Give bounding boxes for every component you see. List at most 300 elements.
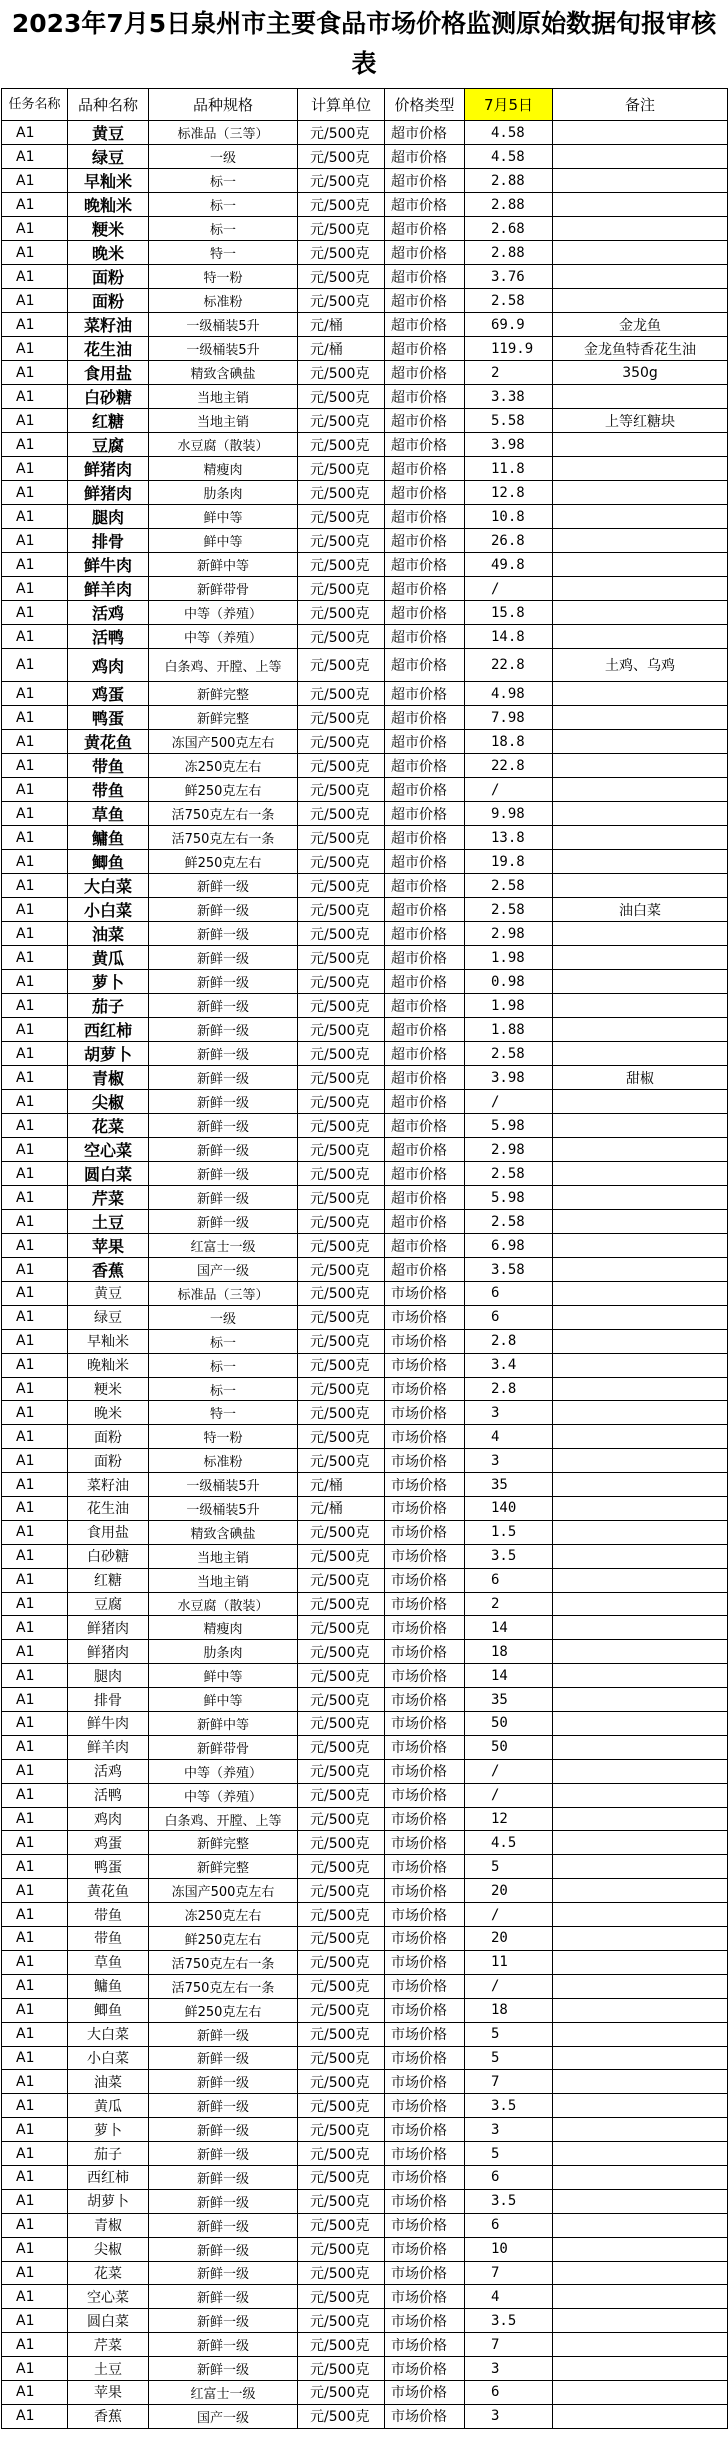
price-cell: 4.5: [465, 1831, 553, 1855]
table-row: [2, 241, 728, 265]
task-cell: A1: [2, 241, 68, 265]
spec-cell: 新鲜一级: [149, 970, 298, 994]
price-cell: 50: [465, 1712, 553, 1736]
spec-cell: 活750克左右一条: [149, 1950, 298, 1974]
spec-cell: 一级: [149, 1305, 298, 1329]
table-row: [2, 2022, 728, 2046]
table-row: [2, 601, 728, 625]
item-name-cell: 大白菜: [68, 874, 149, 898]
price-cell: 9.98: [465, 802, 553, 826]
unit-cell: 元/500克: [298, 121, 385, 145]
unit-cell: 元/500克: [298, 1688, 385, 1712]
price-cell: 3.76: [465, 265, 553, 289]
note-cell: [553, 1425, 728, 1449]
note-cell: [553, 1186, 728, 1210]
item-name-cell: 豆腐: [68, 433, 149, 457]
price-cell: 3: [465, 1449, 553, 1473]
price-type-cell: 市场价格: [385, 2118, 465, 2142]
price-type-cell: 超市价格: [385, 898, 465, 922]
task-cell: A1: [2, 121, 68, 145]
item-name-cell: 草鱼: [68, 1950, 149, 1974]
task-cell: A1: [2, 898, 68, 922]
unit-cell: 元/500克: [298, 898, 385, 922]
table-row: [2, 2213, 728, 2237]
task-cell: A1: [2, 826, 68, 850]
spec-cell: 当地主销: [149, 1568, 298, 1592]
task-cell: A1: [2, 1974, 68, 1998]
table-row: [2, 529, 728, 553]
table-row: [2, 265, 728, 289]
item-name-cell: 红糖: [68, 409, 149, 433]
item-name-cell: 鲜猪肉: [68, 1640, 149, 1664]
price-cell: 35: [465, 1473, 553, 1497]
unit-cell: 元/500克: [298, 1616, 385, 1640]
unit-cell: 元/500克: [298, 2142, 385, 2166]
task-cell: A1: [2, 1688, 68, 1712]
note-cell: [553, 1042, 728, 1066]
price-cell: 20: [465, 1879, 553, 1903]
task-cell: A1: [2, 754, 68, 778]
price-type-cell: 市场价格: [385, 2022, 465, 2046]
spec-cell: 标一: [149, 217, 298, 241]
table-row: [2, 1042, 728, 1066]
task-cell: A1: [2, 1018, 68, 1042]
table-row: [2, 826, 728, 850]
note-cell: [553, 2046, 728, 2070]
header-date: 7月5日: [465, 89, 553, 121]
spec-cell: 新鲜一级: [149, 1186, 298, 1210]
task-cell: A1: [2, 2261, 68, 2285]
price-type-cell: 市场价格: [385, 2309, 465, 2333]
spec-cell: 精致含碘盐: [149, 361, 298, 385]
note-cell: [553, 922, 728, 946]
note-cell: [553, 2189, 728, 2213]
price-type-cell: 市场价格: [385, 2404, 465, 2428]
item-name-cell: 鸡肉: [68, 649, 149, 682]
spec-cell: 新鲜完整: [149, 706, 298, 730]
spec-cell: 新鲜一级: [149, 2118, 298, 2142]
unit-cell: 元/500克: [298, 1520, 385, 1544]
note-cell: [553, 1544, 728, 1568]
price-cell: 14.8: [465, 625, 553, 649]
unit-cell: 元/500克: [298, 193, 385, 217]
task-cell: A1: [2, 2094, 68, 2118]
spec-cell: 当地主销: [149, 409, 298, 433]
item-name-cell: 西红柿: [68, 1018, 149, 1042]
table-row: [2, 1401, 728, 1425]
spec-cell: 新鲜一级: [149, 2165, 298, 2189]
price-type-cell: 超市价格: [385, 241, 465, 265]
item-name-cell: 食用盐: [68, 361, 149, 385]
unit-cell: 元/500克: [298, 1879, 385, 1903]
note-cell: [553, 1735, 728, 1759]
note-cell: [553, 241, 728, 265]
table-row: [2, 313, 728, 337]
price-type-cell: 超市价格: [385, 193, 465, 217]
price-type-cell: 超市价格: [385, 754, 465, 778]
task-cell: A1: [2, 1879, 68, 1903]
unit-cell: 元/500克: [298, 1282, 385, 1306]
price-cell: 5.98: [465, 1186, 553, 1210]
price-type-cell: 市场价格: [385, 1353, 465, 1377]
table-row: [2, 193, 728, 217]
unit-cell: 元/500克: [298, 169, 385, 193]
spec-cell: 精致含碘盐: [149, 1520, 298, 1544]
unit-cell: 元/500克: [298, 1544, 385, 1568]
task-cell: A1: [2, 1305, 68, 1329]
task-cell: A1: [2, 1735, 68, 1759]
price-cell: 14: [465, 1616, 553, 1640]
spec-cell: 一级桶装5升: [149, 337, 298, 361]
task-cell: A1: [2, 337, 68, 361]
item-name-cell: 带鱼: [68, 1903, 149, 1927]
price-type-cell: 超市价格: [385, 625, 465, 649]
table-row: [2, 217, 728, 241]
price-type-cell: 市场价格: [385, 1377, 465, 1401]
item-name-cell: 萝卜: [68, 970, 149, 994]
item-name-cell: 菜籽油: [68, 1473, 149, 1497]
unit-cell: 元/500克: [298, 2118, 385, 2142]
unit-cell: 元/500克: [298, 1712, 385, 1736]
unit-cell: 元/500克: [298, 433, 385, 457]
price-type-cell: 市场价格: [385, 1807, 465, 1831]
task-cell: A1: [2, 1712, 68, 1736]
item-name-cell: 鸭蛋: [68, 706, 149, 730]
item-name-cell: 绿豆: [68, 1305, 149, 1329]
price-cell: 4.58: [465, 145, 553, 169]
price-cell: 7: [465, 2070, 553, 2094]
price-type-cell: 超市价格: [385, 361, 465, 385]
price-cell: 14: [465, 1664, 553, 1688]
price-type-cell: 超市价格: [385, 1114, 465, 1138]
spec-cell: 新鲜一级: [149, 1138, 298, 1162]
item-name-cell: 胡萝卜: [68, 1042, 149, 1066]
item-name-cell: 尖椒: [68, 1090, 149, 1114]
table-row: [2, 1855, 728, 1879]
price-cell: 2.88: [465, 241, 553, 265]
item-name-cell: 腿肉: [68, 505, 149, 529]
price-type-cell: 市场价格: [385, 1998, 465, 2022]
note-cell: [553, 1282, 728, 1306]
task-cell: A1: [2, 481, 68, 505]
note-cell: [553, 1473, 728, 1497]
unit-cell: 元/桶: [298, 313, 385, 337]
item-name-cell: 豆腐: [68, 1592, 149, 1616]
spec-cell: 特一: [149, 241, 298, 265]
task-cell: A1: [2, 289, 68, 313]
task-cell: A1: [2, 1282, 68, 1306]
price-cell: 4.98: [465, 682, 553, 706]
task-cell: A1: [2, 1903, 68, 1927]
spec-cell: 一级桶装5升: [149, 1473, 298, 1497]
spec-cell: 水豆腐（散装）: [149, 1592, 298, 1616]
price-type-cell: 市场价格: [385, 2213, 465, 2237]
item-name-cell: 青椒: [68, 1066, 149, 1090]
header-note: 备注: [553, 89, 728, 121]
price-type-cell: 超市价格: [385, 121, 465, 145]
price-cell: 5: [465, 2022, 553, 2046]
task-cell: A1: [2, 1520, 68, 1544]
table-row: [2, 649, 728, 682]
price-type-cell: 超市价格: [385, 553, 465, 577]
price-type-cell: 超市价格: [385, 778, 465, 802]
table-row: [2, 2118, 728, 2142]
task-cell: A1: [2, 1353, 68, 1377]
spec-cell: 中等（养殖）: [149, 1783, 298, 1807]
price-cell: 6: [465, 1568, 553, 1592]
item-name-cell: 黄豆: [68, 121, 149, 145]
unit-cell: 元/500克: [298, 994, 385, 1018]
note-cell: [553, 265, 728, 289]
spec-cell: 红富士一级: [149, 1234, 298, 1258]
item-name-cell: 香蕉: [68, 1258, 149, 1282]
unit-cell: 元/500克: [298, 2189, 385, 2213]
item-name-cell: 带鱼: [68, 778, 149, 802]
unit-cell: 元/500克: [298, 1234, 385, 1258]
price-type-cell: 超市价格: [385, 1066, 465, 1090]
spec-cell: 新鲜一级: [149, 2285, 298, 2309]
table-row: [2, 1592, 728, 1616]
item-name-cell: 鲫鱼: [68, 850, 149, 874]
table-row: [2, 2189, 728, 2213]
note-cell: 350g: [553, 361, 728, 385]
price-type-cell: 超市价格: [385, 265, 465, 289]
unit-cell: 元/500克: [298, 1042, 385, 1066]
price-cell: 3.5: [465, 1544, 553, 1568]
price-type-cell: 超市价格: [385, 1042, 465, 1066]
unit-cell: 元/500克: [298, 649, 385, 682]
spec-cell: 中等（养殖）: [149, 1759, 298, 1783]
price-type-cell: 市场价格: [385, 1927, 465, 1951]
note-cell: [553, 994, 728, 1018]
task-cell: A1: [2, 1544, 68, 1568]
price-type-cell: 市场价格: [385, 1282, 465, 1306]
note-cell: [553, 1783, 728, 1807]
price-cell: 4: [465, 1425, 553, 1449]
task-cell: A1: [2, 2189, 68, 2213]
table-row: [2, 922, 728, 946]
spec-cell: 中等（养殖）: [149, 625, 298, 649]
note-cell: [553, 1568, 728, 1592]
note-cell: [553, 1903, 728, 1927]
price-cell: /: [465, 1903, 553, 1927]
spec-cell: 冻250克左右: [149, 754, 298, 778]
task-cell: A1: [2, 1425, 68, 1449]
price-cell: 3.5: [465, 2189, 553, 2213]
note-cell: [553, 529, 728, 553]
price-cell: 2.58: [465, 1042, 553, 1066]
table-row: [2, 802, 728, 826]
spec-cell: 肋条肉: [149, 1640, 298, 1664]
table-row: [2, 1712, 728, 1736]
spec-cell: 新鲜一级: [149, 994, 298, 1018]
spec-cell: 新鲜一级: [149, 2070, 298, 2094]
price-cell: 1.5: [465, 1520, 553, 1544]
item-name-cell: 黄花鱼: [68, 1879, 149, 1903]
note-cell: [553, 1138, 728, 1162]
task-cell: A1: [2, 1473, 68, 1497]
price-cell: /: [465, 1783, 553, 1807]
table-row: [2, 1138, 728, 1162]
header-unit: 计算单位: [298, 89, 385, 121]
price-type-cell: 超市价格: [385, 1090, 465, 1114]
item-name-cell: 鲜猪肉: [68, 1616, 149, 1640]
unit-cell: 元/500克: [298, 2046, 385, 2070]
task-cell: A1: [2, 1186, 68, 1210]
price-type-cell: 市场价格: [385, 2237, 465, 2261]
task-cell: A1: [2, 922, 68, 946]
price-type-cell: 市场价格: [385, 1568, 465, 1592]
unit-cell: 元/500克: [298, 553, 385, 577]
unit-cell: 元/500克: [298, 1927, 385, 1951]
unit-cell: 元/500克: [298, 145, 385, 169]
price-type-cell: 市场价格: [385, 1305, 465, 1329]
task-cell: A1: [2, 265, 68, 289]
unit-cell: 元/500克: [298, 730, 385, 754]
price-type-cell: 市场价格: [385, 1544, 465, 1568]
spec-cell: 鲜中等: [149, 1664, 298, 1688]
unit-cell: 元/500克: [298, 802, 385, 826]
spec-cell: 新鲜一级: [149, 1210, 298, 1234]
note-cell: [553, 2022, 728, 2046]
item-name-cell: 鳙鱼: [68, 826, 149, 850]
item-name-cell: 小白菜: [68, 898, 149, 922]
price-type-cell: 超市价格: [385, 529, 465, 553]
unit-cell: 元/500克: [298, 625, 385, 649]
task-cell: A1: [2, 457, 68, 481]
table-row: [2, 289, 728, 313]
price-cell: 10.8: [465, 505, 553, 529]
table-row: [2, 457, 728, 481]
task-cell: A1: [2, 874, 68, 898]
unit-cell: 元/500克: [298, 2261, 385, 2285]
unit-cell: 元/500克: [298, 409, 385, 433]
note-cell: [553, 826, 728, 850]
task-cell: A1: [2, 505, 68, 529]
spec-cell: 鲜中等: [149, 1688, 298, 1712]
price-type-cell: 超市价格: [385, 970, 465, 994]
price-type-cell: 市场价格: [385, 1974, 465, 1998]
task-cell: A1: [2, 1162, 68, 1186]
task-cell: A1: [2, 2046, 68, 2070]
price-type-cell: 市场价格: [385, 1497, 465, 1521]
unit-cell: 元/500克: [298, 2165, 385, 2189]
note-cell: [553, 193, 728, 217]
unit-cell: 元/500克: [298, 1401, 385, 1425]
item-name-cell: 西红柿: [68, 2165, 149, 2189]
task-cell: A1: [2, 1950, 68, 1974]
price-type-cell: 超市价格: [385, 1210, 465, 1234]
spec-cell: 新鲜一级: [149, 1090, 298, 1114]
price-cell: 12.8: [465, 481, 553, 505]
task-cell: A1: [2, 577, 68, 601]
price-cell: 3.98: [465, 433, 553, 457]
price-type-cell: 市场价格: [385, 1903, 465, 1927]
price-cell: 6: [465, 2165, 553, 2189]
note-cell: 甜椒: [553, 1066, 728, 1090]
spec-cell: 标准粉: [149, 289, 298, 313]
item-name-cell: 带鱼: [68, 1927, 149, 1951]
table-row: [2, 121, 728, 145]
unit-cell: 元/500克: [298, 577, 385, 601]
unit-cell: 元/500克: [298, 1210, 385, 1234]
item-name-cell: 黄瓜: [68, 2094, 149, 2118]
note-cell: 油白菜: [553, 898, 728, 922]
item-name-cell: 芹菜: [68, 2333, 149, 2357]
item-name-cell: 圆白菜: [68, 1162, 149, 1186]
price-cell: 5: [465, 2046, 553, 2070]
item-name-cell: 腿肉: [68, 1664, 149, 1688]
item-name-cell: 鲜猪肉: [68, 481, 149, 505]
unit-cell: 元/500克: [298, 970, 385, 994]
task-cell: A1: [2, 313, 68, 337]
spec-cell: 特一粉: [149, 265, 298, 289]
item-name-cell: 圆白菜: [68, 2309, 149, 2333]
item-name-cell: 早籼米: [68, 169, 149, 193]
note-cell: [553, 2404, 728, 2428]
table-row: [2, 1210, 728, 1234]
table-row: [2, 2309, 728, 2333]
item-name-cell: 大白菜: [68, 2022, 149, 2046]
table-row: [2, 946, 728, 970]
task-cell: A1: [2, 2213, 68, 2237]
table-row: [2, 1329, 728, 1353]
task-cell: A1: [2, 553, 68, 577]
item-name-cell: 晚米: [68, 1401, 149, 1425]
item-name-cell: 红糖: [68, 1568, 149, 1592]
spec-cell: 标准品（三等）: [149, 1282, 298, 1306]
note-cell: 金龙鱼特香花生油: [553, 337, 728, 361]
table-row: [2, 577, 728, 601]
price-cell: 119.9: [465, 337, 553, 361]
item-name-cell: 带鱼: [68, 754, 149, 778]
item-name-cell: 胡萝卜: [68, 2189, 149, 2213]
task-cell: A1: [2, 1855, 68, 1879]
price-cell: 3: [465, 2118, 553, 2142]
unit-cell: 元/500克: [298, 826, 385, 850]
item-name-cell: 菜籽油: [68, 313, 149, 337]
price-cell: 2.88: [465, 193, 553, 217]
price-cell: 6: [465, 1305, 553, 1329]
table-row: [2, 1927, 728, 1951]
note-cell: [553, 2357, 728, 2381]
price-cell: 6: [465, 2213, 553, 2237]
price-type-cell: 超市价格: [385, 946, 465, 970]
unit-cell: 元/500克: [298, 778, 385, 802]
table-row: [2, 2237, 728, 2261]
table-row: [2, 730, 728, 754]
price-type-cell: 超市价格: [385, 1258, 465, 1282]
note-cell: [553, 1401, 728, 1425]
spec-cell: 特一粉: [149, 1425, 298, 1449]
table-body: [2, 121, 728, 2429]
task-cell: A1: [2, 1568, 68, 1592]
spec-cell: 肋条肉: [149, 481, 298, 505]
spec-cell: 新鲜一级: [149, 1114, 298, 1138]
price-type-cell: 超市价格: [385, 409, 465, 433]
table-row: [2, 1186, 728, 1210]
spec-cell: 新鲜一级: [149, 2046, 298, 2070]
price-cell: 2.58: [465, 289, 553, 313]
unit-cell: 元/500克: [298, 1114, 385, 1138]
spec-cell: 国产一级: [149, 2404, 298, 2428]
note-cell: [553, 217, 728, 241]
item-name-cell: 小白菜: [68, 2046, 149, 2070]
item-name-cell: 草鱼: [68, 802, 149, 826]
price-type-cell: 市场价格: [385, 1616, 465, 1640]
item-name-cell: 活鸡: [68, 1759, 149, 1783]
price-cell: 6: [465, 1282, 553, 1306]
